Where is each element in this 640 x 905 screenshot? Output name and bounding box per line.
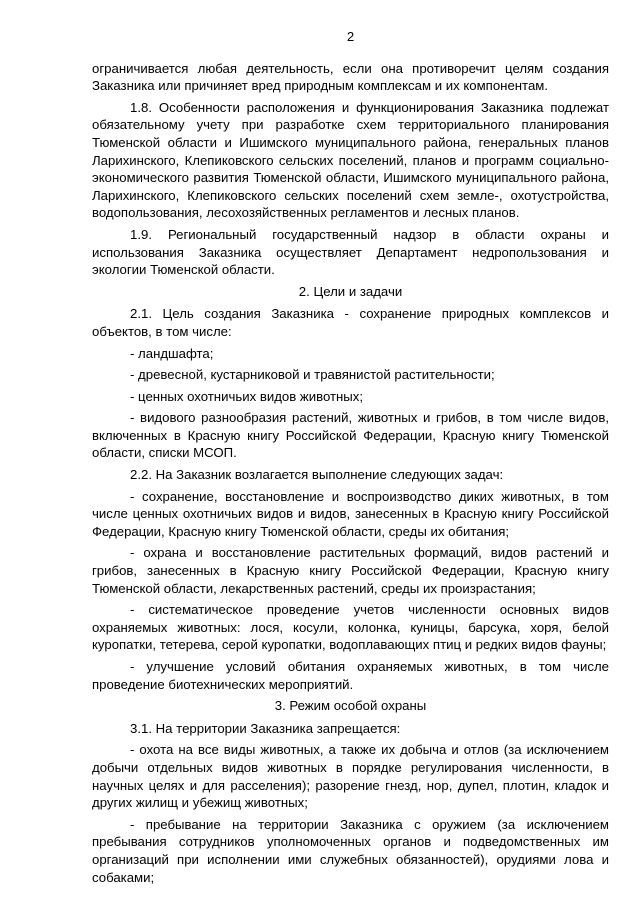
paragraph: - видового разнообразия растений, животных и грибов, в том числе видов, включенных в Красную книгу Российской Федерации, Красную книгу Тюменской области, списки МСОП. [92,410,609,461]
paragraph: - улучшение условий обитания охраняемых животных, в том числе проведение биотехнических мероприятий. [92,659,609,692]
paragraph-continuation: ограничивается любая деятельность, если она противоречит целям создания Заказника или причиняет вред природным комплексам и их компонентам. [92,60,609,94]
section-heading: 2. Цели и задачи [298,283,403,299]
document-page [92,28,609,890]
paragraph: - охрана и восстановление растительных формаций, видов растений и грибов, занесенных в Красную книгу Российской Федерации, Красную книгу Тюменской области, лекарственных растений, среды их произрастания; [92,545,609,596]
paragraph: 2.1. Цель создания Заказника - сохранение природных комплексов и объектов, в том числе: [92,306,609,339]
document-body [92,60,609,887]
page-number: 2 [346,29,355,44]
paragraph: 3.1. На территории Заказника запрещается: [130,720,401,736]
paragraph: 1.8. Особенности расположения и функционирования Заказника подлежат обязательному учету при разработке схем территориального планирования Тюменской области и Ишимского муниципального района, генеральных планов Ларихинского, Клепиковского сельских поселений, планов и программ социально-экономического развития Тюменской области, Ишимского муниципального района, Ларихинского, Клепиковского сельских поселений схем земле-, охотустройства, водопользования, лесохозяйственных регламентов и лесных планов. [92,99,609,221]
paragraph: - пребывание на территории Заказника с оружием (за исключением пребывания сотрудников уполномоченных органов и подведомственных им организаций при исполнении ими служебных обязанностей), орудиями лова и собаками; [92,816,609,885]
paragraph: 1.9. Региональный государственный надзор в области охраны и использования Заказника осуществляет Департамент недропользования и экологии Тюменской области. [92,226,609,278]
paragraph: - древесной, кустарниковой и травянистой растительности; [130,367,495,383]
paragraph: - ценных охотничьих видов животных; [130,388,364,404]
paragraph: - ландшафта; [130,345,214,361]
section-heading: 3. Режим особой охраны [274,698,427,714]
paragraph: - систематическое проведение учетов численности основных видов охраняемых животных: лося, косули, колонка, куницы, барсука, хоря, белой куропатки, тетерева, серой куропатки, водоплавающих птиц и редких видов фауны; [92,602,609,653]
paragraph: - охота на все виды животных, а также их добыча и отлов (за исключением добычи отдельных видов животных в порядке регулирования численности, в научных целях и для расселения); разорение гнезд, нор, дупел, плотин, кладок и других жилищ и убежищ животных; [92,742,609,811]
paragraph: 2.2. На Заказник возлагается выполнение следующих задач: [130,467,504,483]
paragraph: - сохранение, восстановление и воспроизводство диких животных, в том числе ценных охотничьих видов и видов, занесенных в Красную книгу Российской Федерации, Красную книгу Тюменской области, среды их обитания; [92,488,609,539]
